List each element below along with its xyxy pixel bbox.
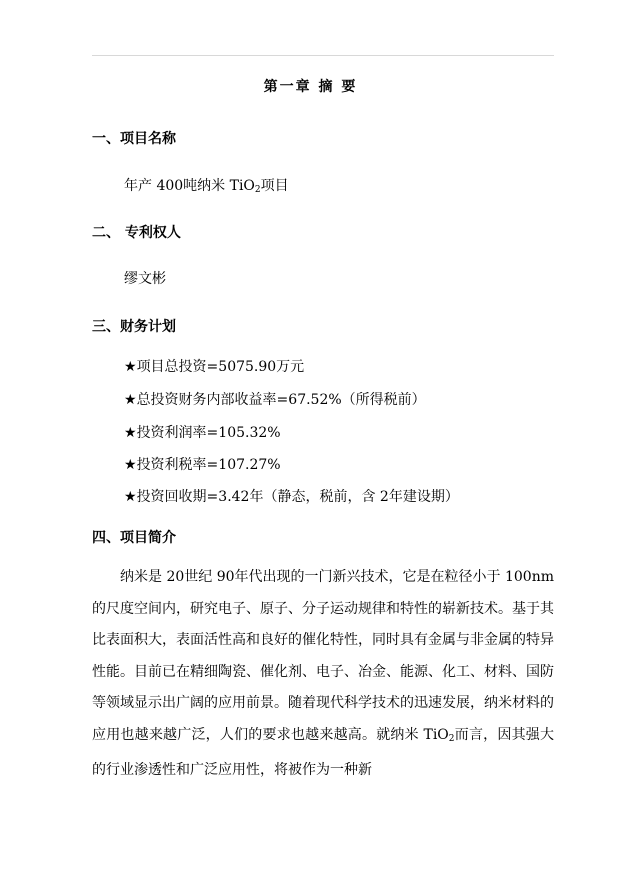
financial-item-text: 项目总投资=5075.90万元 bbox=[136, 359, 305, 375]
chapter-title: 第一章 摘 要 bbox=[263, 79, 358, 95]
project-intro-paragraph bbox=[92, 562, 554, 787]
star-icon: ★ bbox=[124, 359, 137, 375]
section-heading-patent-holder: 二、 专利权人 bbox=[92, 225, 181, 241]
star-icon: ★ bbox=[124, 392, 137, 408]
star-icon: ★ bbox=[124, 457, 137, 473]
project-intro-text-part1: 纳米是 20世纪 90年代出现的一门新兴技术，它是在粒径小于 100nm的尺度空间内，研究电子、原子、分子运动规律和特性的崭新技术。基于其比表面积大，表面活性高和良好的催化特性，同时具有金属与非金属的特异性能。目前已在精细陶瓷、催化剂、电子、冶金、能源、化工、材料、国防等领域显示出广阔的应用前景。随着现代科学技术的迅速发展，纳米材料的应用也越来越广泛，人们的要求也越来越高。就纳米 TiO bbox=[92, 569, 554, 743]
project-name-suffix: 项目 bbox=[260, 178, 289, 194]
project-name-value bbox=[124, 177, 289, 199]
star-icon: ★ bbox=[124, 425, 137, 441]
project-intro-text-part2: 而言，因其强大的行业渗透性和广泛应用性，将被作为一种新 bbox=[92, 726, 555, 778]
financial-item bbox=[124, 391, 426, 409]
section-heading-project-name: 一、项目名称 bbox=[92, 131, 176, 147]
financial-item bbox=[124, 424, 281, 442]
financial-item bbox=[124, 456, 281, 474]
financial-item-text: 投资回收期=3.42年（静态，税前，含 2年建设期） bbox=[136, 489, 459, 505]
project-name-prefix: 年产 400吨纳米 TiO bbox=[124, 178, 255, 194]
project-name-subscript: 2 bbox=[254, 185, 261, 195]
header-rule bbox=[92, 55, 554, 56]
financial-item-text: 投资利税率=107.27% bbox=[136, 457, 281, 473]
section-heading-project-intro: 四、项目简介 bbox=[92, 530, 176, 546]
financial-item-text: 投资利润率=105.32% bbox=[136, 425, 281, 441]
section-heading-financial-plan: 三、财务计划 bbox=[92, 319, 176, 335]
financial-item-text: 总投资财务内部收益率=67.52%（所得税前） bbox=[136, 392, 426, 408]
star-icon: ★ bbox=[124, 489, 137, 505]
project-intro-subscript: 2 bbox=[448, 733, 455, 744]
patent-holder-value: 缪文彬 bbox=[124, 271, 166, 287]
financial-item bbox=[124, 358, 304, 376]
financial-item bbox=[124, 488, 459, 506]
